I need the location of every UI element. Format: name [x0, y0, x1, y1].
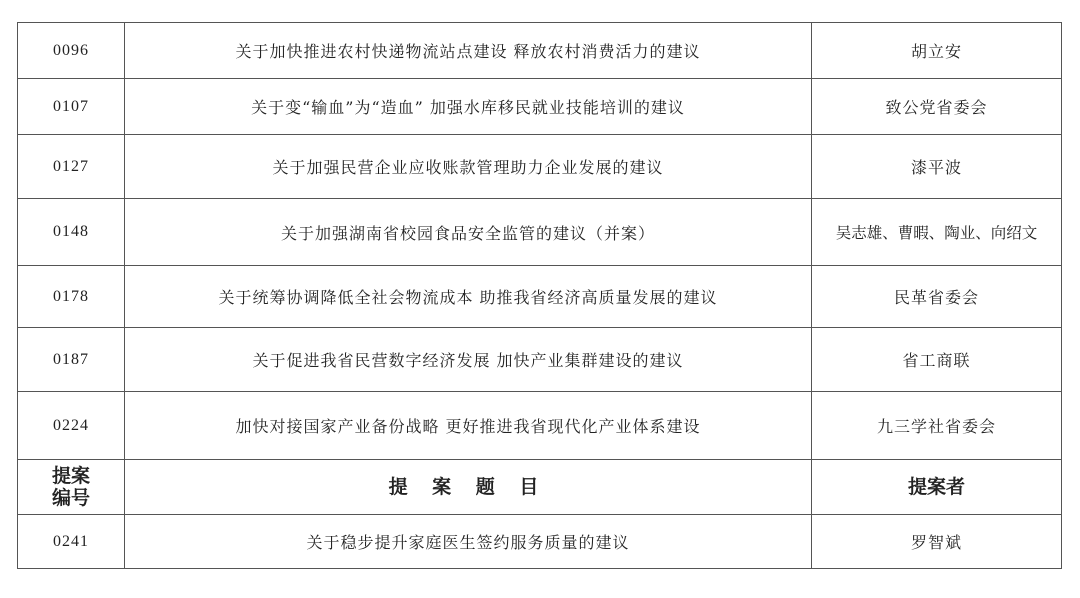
- proposal-author: 吴志雄、曹暇、陶业、向绍文: [812, 199, 1062, 266]
- header-title: 提 案 题 目: [125, 460, 812, 515]
- proposal-number: 0241: [18, 515, 125, 569]
- table-row: [18, 199, 1062, 266]
- table-row: [18, 23, 1062, 79]
- header-number-line2: 编号: [51, 487, 90, 509]
- proposal-number: 0187: [18, 328, 125, 392]
- proposal-author: 省工商联: [812, 328, 1062, 392]
- proposal-title: 加快对接国家产业备份战略 更好推进我省现代化产业体系建设: [125, 392, 812, 460]
- proposal-number: 0127: [18, 135, 125, 199]
- proposal-title: 关于加快推进农村快递物流站点建设 释放农村消费活力的建议: [125, 23, 812, 79]
- proposal-number: 0178: [18, 266, 125, 328]
- proposal-author: 九三学社省委会: [812, 392, 1062, 460]
- proposal-number: 0096: [18, 23, 125, 79]
- proposal-title: 关于稳步提升家庭医生签约服务质量的建议: [125, 515, 812, 569]
- header-number-line1: 提案: [51, 465, 90, 487]
- proposal-title: 关于加强湖南省校园食品安全监管的建议（并案）: [125, 199, 812, 266]
- proposal-table: [17, 22, 1062, 569]
- table-row: [18, 328, 1062, 392]
- proposal-author: 罗智斌: [812, 515, 1062, 569]
- proposal-title: 关于变“输血”为“造血” 加强水库移民就业技能培训的建议: [125, 79, 812, 135]
- proposal-author: 漆平波: [812, 135, 1062, 199]
- table-row: [18, 392, 1062, 460]
- header-author: 提案者: [812, 460, 1062, 515]
- proposal-author: 致公党省委会: [812, 79, 1062, 135]
- table-row: [18, 266, 1062, 328]
- proposal-title: 关于促进我省民营数字经济发展 加快产业集群建设的建议: [125, 328, 812, 392]
- table-header-row: [18, 460, 1062, 515]
- table-row: [18, 79, 1062, 135]
- proposal-author: 民革省委会: [812, 266, 1062, 328]
- table-row: [18, 135, 1062, 199]
- header-number: [18, 460, 125, 515]
- table-row: [18, 515, 1062, 569]
- proposal-number: 0107: [18, 79, 125, 135]
- proposal-number: 0224: [18, 392, 125, 460]
- proposal-title: 关于统筹协调降低全社会物流成本 助推我省经济高质量发展的建议: [125, 266, 812, 328]
- proposal-number: 0148: [18, 199, 125, 266]
- proposal-author: 胡立安: [812, 23, 1062, 79]
- proposal-title: 关于加强民营企业应收账款管理助力企业发展的建议: [125, 135, 812, 199]
